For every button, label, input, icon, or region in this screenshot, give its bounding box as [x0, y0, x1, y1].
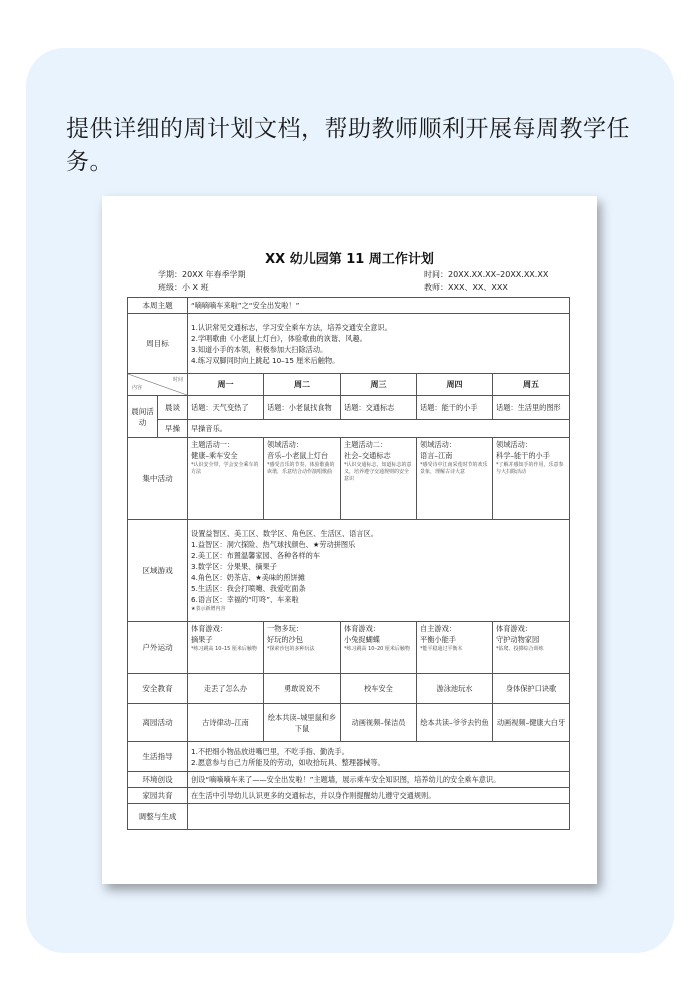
- env-value: 创设“嘀嘀嘀车来了——安全出发啦！”主题墙，展示乘车安全知识图，培养幼儿的安全乘车意识。: [188, 772, 570, 788]
- outdoor-name: 守护动物家园: [496, 635, 540, 644]
- area-cell: [188, 520, 570, 622]
- group-title: 主题活动二：: [344, 440, 388, 449]
- outdoor-monday: [188, 622, 264, 674]
- class-text: 班级：小 X 班: [158, 283, 209, 292]
- group-note: *认识安全带，学会安全乘车的方法: [191, 462, 259, 475]
- area-note: ★表示新增内容: [191, 606, 226, 612]
- semester-text: 学期：20XX 年春季学期: [158, 270, 246, 279]
- life-cell: [188, 742, 570, 772]
- group-title: 领域活动：: [420, 440, 456, 449]
- life-label: 生活指导: [128, 742, 188, 772]
- outdoor-thursday: [417, 622, 493, 674]
- env-row: [128, 772, 570, 788]
- goal-item: 3.知道小手的本领，积极参加大扫除活动。: [191, 344, 328, 354]
- group-activity-row: [128, 438, 570, 520]
- group-note: *认识交通标志，知道标志的意义，培养遵守交通规则的安全意识: [344, 462, 412, 482]
- home-value: 在生活中引导幼儿认识更多的交通标志，并以身作则提醒幼儿遵守交通规则。: [188, 788, 570, 804]
- area-item: 4.角色区：奶茶店、★美味的煎饼摊: [191, 573, 305, 582]
- goal-item: 4.练习双脚同时向上跳起 10–15 厘米后触物。: [191, 355, 340, 365]
- group-label: 集中活动: [128, 438, 188, 520]
- goal-item: 2.学唱歌曲《小老鼠上灯台》，体验歌曲的诙谐、风趣。: [191, 333, 367, 343]
- weekly-plan-table: [127, 297, 570, 830]
- leave-wednesday: 动画视频–保洁员: [341, 704, 417, 742]
- area-label: 区域游戏: [128, 520, 188, 622]
- leave-monday: 古诗律动–江南: [188, 704, 264, 742]
- group-name: 科学–能干的小手: [496, 451, 550, 460]
- safety-friday: 身体保护口诀歌: [493, 674, 570, 704]
- exercise-label: 早操: [158, 420, 188, 438]
- headline: 提供详细的周计划文档，帮助教师顺利开展每周教学任务。: [66, 116, 630, 175]
- exercise-value: 早操音乐。: [188, 420, 570, 438]
- outdoor-row: [128, 622, 570, 674]
- theme-row: [128, 298, 570, 314]
- group-title: 主题活动一：: [191, 440, 235, 449]
- outdoor-name: 摘果子: [191, 635, 213, 644]
- day-thursday: 周四: [417, 374, 493, 396]
- outdoor-title: 体育游戏：: [344, 624, 380, 633]
- outdoor-name: 好玩的沙包: [267, 635, 303, 644]
- area-item: 2.美工区：布置温馨家园、各种各样的车: [191, 551, 321, 560]
- outdoor-title: 体育游戏：: [496, 624, 532, 633]
- morning-talk-row: [128, 396, 570, 420]
- talk-tuesday: 话题：小老鼠找食物: [264, 396, 341, 420]
- goals-label: 周目标: [128, 314, 188, 374]
- safety-label: 安全教育: [128, 674, 188, 704]
- safety-tuesday: 勇敢说说不: [264, 674, 341, 704]
- teachers-text: 教师：XXX、XX、XXX: [424, 283, 508, 292]
- morning-label: 晨间活动: [128, 396, 158, 438]
- talk-wednesday: 话题：交通标志: [341, 396, 417, 420]
- group-thursday: [417, 438, 493, 520]
- talk-monday: 话题：天气变热了: [188, 396, 264, 420]
- adjust-row: [128, 804, 570, 830]
- group-monday: [188, 438, 264, 520]
- outdoor-title: 体育游戏：: [191, 624, 227, 633]
- group-note: *感受诗中江南采莲时节的欢乐景象，理解古诗大意: [420, 462, 488, 475]
- corner-cell: [128, 374, 188, 396]
- group-note: *感受音乐的节奏，体验歌曲的诙谐，乐意结合动作演唱歌曲: [267, 462, 335, 475]
- time-text: 时间：20XX.XX.XX–20XX.XX.XX: [424, 270, 549, 279]
- area-item: 6.语言区：幸福的“叮咚”、车来啦: [191, 595, 299, 604]
- outdoor-name: 平衡小能手: [420, 635, 456, 644]
- safety-wednesday: 校车安全: [341, 674, 417, 704]
- area-item: 设置益智区、美工区、数学区、角色区、生活区、语言区。: [191, 529, 378, 538]
- area-item: 3.数学区：分果果、摘果子: [191, 562, 277, 571]
- outdoor-note: *练习跳高 10–15 厘米后触物: [191, 646, 257, 652]
- leave-tuesday: 绘本共读–城里鼠和乡下鼠: [264, 704, 341, 742]
- outdoor-friday: [493, 622, 570, 674]
- outdoor-note: *探索沙包的多种玩法: [267, 646, 315, 652]
- env-label: 环境创设: [128, 772, 188, 788]
- goal-item: 1.认识常见交通标志，学习安全乘车方法，培养交通安全意识。: [191, 322, 392, 332]
- adjust-value: [188, 804, 570, 830]
- outdoor-label: 户外运动: [128, 622, 188, 674]
- theme-value: “嘀嘀嘀车来啦”之“安全出发啦！”: [188, 298, 570, 314]
- area-game-row: [128, 520, 570, 622]
- leave-thursday: 绘本共读–爷爷去钓鱼: [417, 704, 493, 742]
- goals-row: [128, 314, 570, 374]
- outdoor-note: *钻爬、投掷综合训练: [496, 646, 544, 652]
- goals-cell: [188, 314, 570, 374]
- outdoor-title: 一物多玩：: [267, 624, 303, 633]
- group-name: 社会–交通标志: [344, 451, 391, 460]
- day-friday: 周五: [493, 374, 570, 396]
- day-header-row: [128, 374, 570, 396]
- outdoor-note: *练习跳高 10–20 厘米后触物: [344, 646, 410, 652]
- leave-row: [128, 704, 570, 742]
- outdoor-name: 小兔捉蝴蝶: [344, 635, 380, 644]
- leave-label: 离园活动: [128, 704, 188, 742]
- group-name: 语言–江南: [420, 451, 453, 460]
- outdoor-wednesday: [341, 622, 417, 674]
- safety-monday: 走丢了怎么办: [188, 674, 264, 704]
- group-friday: [493, 438, 570, 520]
- leave-friday: 动画视频–健康大白牙: [493, 704, 570, 742]
- group-note: *了解并感知手的作用，乐意参与大扫除活动: [496, 462, 564, 475]
- life-item: 2.愿意参与自己力所能及的劳动，如收拾玩具、整理器械等。: [191, 757, 385, 767]
- area-item: 5.生活区：我会打喷嚏、我爱吃面条: [191, 584, 306, 593]
- group-tuesday: [264, 438, 341, 520]
- talk-label: 晨谈: [158, 396, 188, 420]
- outdoor-note: *能平稳通过平衡木: [420, 646, 463, 652]
- group-name: 音乐–小老鼠上灯台: [267, 451, 329, 460]
- theme-label: 本周主题: [128, 298, 188, 314]
- group-title: 领域活动：: [496, 440, 532, 449]
- group-name: 健康–乘车安全: [191, 451, 238, 460]
- group-title: 领域活动：: [267, 440, 303, 449]
- home-row: [128, 788, 570, 804]
- day-monday: 周一: [188, 374, 264, 396]
- safety-thursday: 游泳池玩水: [417, 674, 493, 704]
- document-title: XX 幼儿园第 11 周工作计划: [265, 252, 434, 267]
- document-page: [102, 196, 597, 884]
- day-wednesday: 周三: [341, 374, 417, 396]
- exercise-row: [128, 420, 570, 438]
- outdoor-tuesday: [264, 622, 341, 674]
- group-wednesday: [341, 438, 417, 520]
- talk-friday: 话题：生活里的图形: [493, 396, 570, 420]
- home-label: 家园共育: [128, 788, 188, 804]
- life-row: [128, 742, 570, 772]
- corner-content-label: 内容: [132, 385, 143, 391]
- outdoor-title: 自主游戏：: [420, 624, 456, 633]
- area-item: 1.益智区：洞穴探险、热气球找颜色、★劳动拼图乐: [191, 540, 356, 549]
- safety-row: [128, 674, 570, 704]
- talk-thursday: 话题：能干的小手: [417, 396, 493, 420]
- corner-time-label: 时间: [172, 377, 183, 383]
- adjust-label: 调整与生成: [128, 804, 188, 830]
- life-item: 1.不把细小物品放进嘴巴里，不吃手指、勤洗手。: [191, 746, 349, 756]
- day-tuesday: 周二: [264, 374, 341, 396]
